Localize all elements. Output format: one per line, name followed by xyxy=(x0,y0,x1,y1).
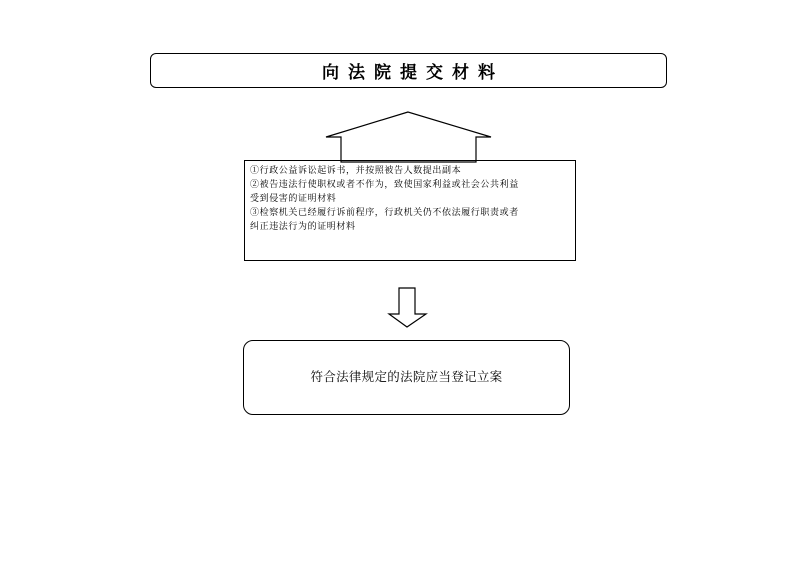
down-arrow xyxy=(389,288,426,327)
title-text: 向法院提交材料 xyxy=(322,63,504,83)
title-box xyxy=(150,53,667,88)
requirement-line: ③检察机关已经履行诉前程序，行政机关仍不依法履行职责或者 xyxy=(250,208,519,218)
up-arrow xyxy=(326,112,491,162)
requirements-box xyxy=(244,160,576,261)
result-box xyxy=(243,340,570,415)
requirement-line: ②被告违法行使职权或者不作为，致使国家利益或社会公共利益 xyxy=(250,180,519,190)
result-text: 符合法律规定的法院应当登记立案 xyxy=(310,368,503,384)
requirement-line: 纠正违法行为的证明材料 xyxy=(250,222,356,232)
requirement-line: ①行政公益诉讼起诉书，并按照被告人数提出副本 xyxy=(250,166,462,176)
requirement-line: 受到侵害的证明材料 xyxy=(250,194,337,204)
